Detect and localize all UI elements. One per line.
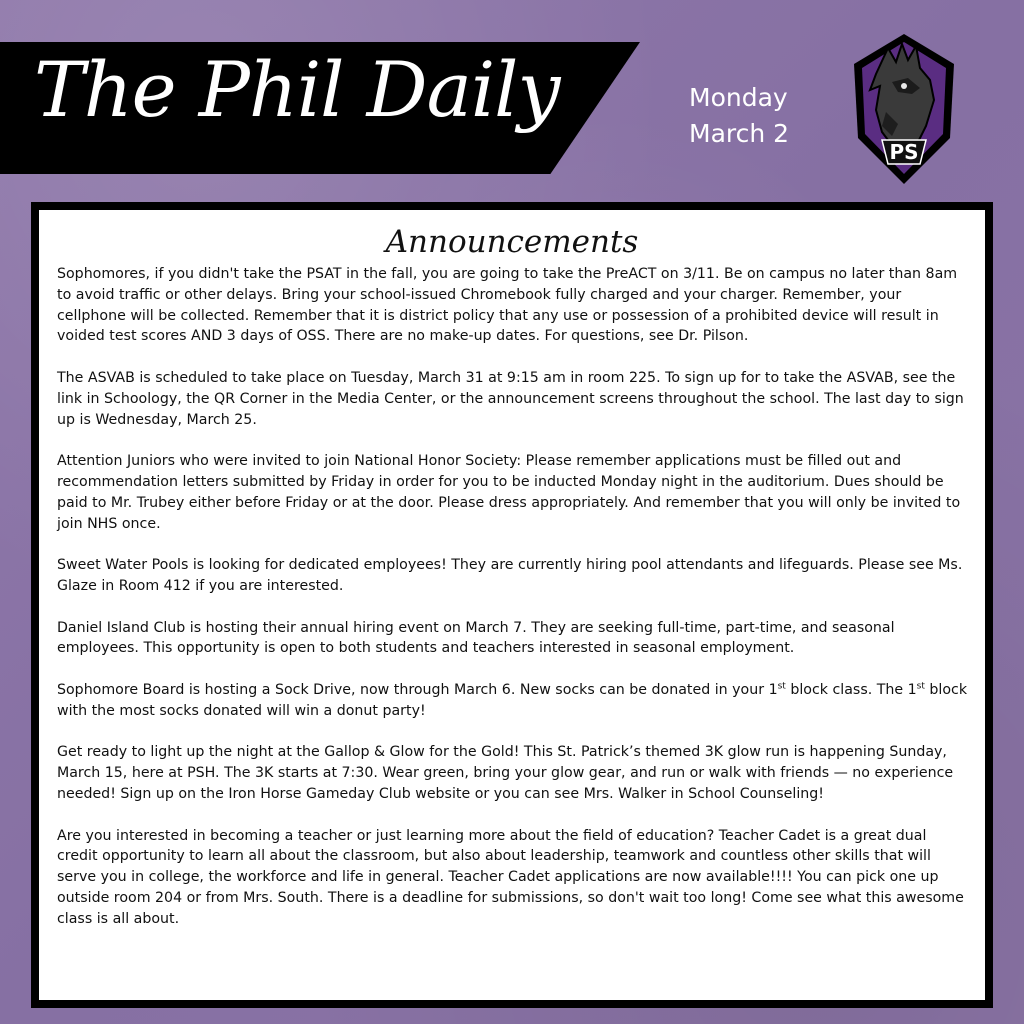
sock-drive-text-a: Sophomore Board is hosting a Sock Drive, now through March 6. New socks can be donated in your 1: [57, 681, 778, 698]
announcement-item: Sweet Water Pools is looking for dedicated employees! They are currently hiring pool attendants and lifeguards. Please see Ms. Glaze in Room 412 if you are interested.: [57, 557, 963, 594]
date-label: March 2: [689, 119, 790, 148]
announcements-heading: Announcements: [385, 224, 639, 260]
ordinal-suffix: st: [916, 681, 925, 692]
day-label: Monday: [689, 83, 788, 112]
announcements-panel: [31, 202, 993, 1008]
sock-drive-text-c: block with the most socks donated will win a donut party!: [57, 681, 968, 719]
sock-drive-text-b: block class. The 1: [785, 681, 917, 698]
logo-text: PS: [889, 140, 919, 164]
page-title: The Phil Daily: [34, 45, 560, 134]
announcement-item: Attention Juniors who were invited to join National Honor Society: Please remember applications must be filled out and recommendation letters submitted by Friday in order for you to be inducted Monday night in the auditorium. Dues should be paid to Mr. Trubey either before Friday or at the door. Please dress appropriately. And remember that you will only be invited to join NHS once.: [57, 453, 961, 532]
announcement-item: Get ready to light up the night at the Gallop & Glow for the Gold! This St. Patrick’s themed 3K glow run is happening Sunday, March 15, here at PSH. The 3K starts at 7:30. Wear green, bring your glow gear, and run or walk with friends — no experience needed! Sign up on the Iron Horse Gameday Club website or you can see Mrs. Walker in School Counseling!: [57, 744, 954, 802]
announcements-body: [57, 264, 969, 950]
announcement-item: Sophomores, if you didn't take the PSAT in the fall, you are going to take the PreACT on 3/11. Be on campus no later than 8am to avoid traffic or other delays. Bring your school-issued Chromebook fully charged and your charger. Remember, your cellphone will be collected. Remember that it is district policy that any use or possession of a prohibited device will result in voided test scores AND 3 days of OSS. There are no make-up dates. For questions, see Dr. Pilson.: [57, 266, 958, 345]
announcement-item: Daniel Island Club is hosting their annual hiring event on March 7. They are seeking full-time, part-time, and seasonal employees. This opportunity is open to both students and teachers interested in seasonal employment.: [57, 619, 895, 657]
horse-logo-icon: [846, 28, 962, 188]
announcement-item: Are you interested in becoming a teacher or just learning more about the field of education? Teacher Cadet is a great dual credit opportunity to learn all about the classroom, but also about leadership, teamwork and countless other skills that will serve you in college, the workforce and life in general. Teacher Cadet applications are now available!!!! You can pick one up outside room 204 or from Mrs. South. There is a deadline for submissions, so don't wait too long! Come see what this awesome class is all about.: [57, 827, 964, 927]
ordinal-suffix: st: [777, 681, 786, 692]
date-block: [689, 80, 789, 152]
announcement-item: [57, 680, 969, 722]
announcement-item: The ASVAB is scheduled to take place on Tuesday, March 31 at 9:15 am in room 225. To sign up for to take the ASVAB, see the link in Schoology, the QR Corner in the Media Center, or the announcement screens throughout the school. The last day to sign up is Wednesday, March 25.: [57, 369, 964, 428]
